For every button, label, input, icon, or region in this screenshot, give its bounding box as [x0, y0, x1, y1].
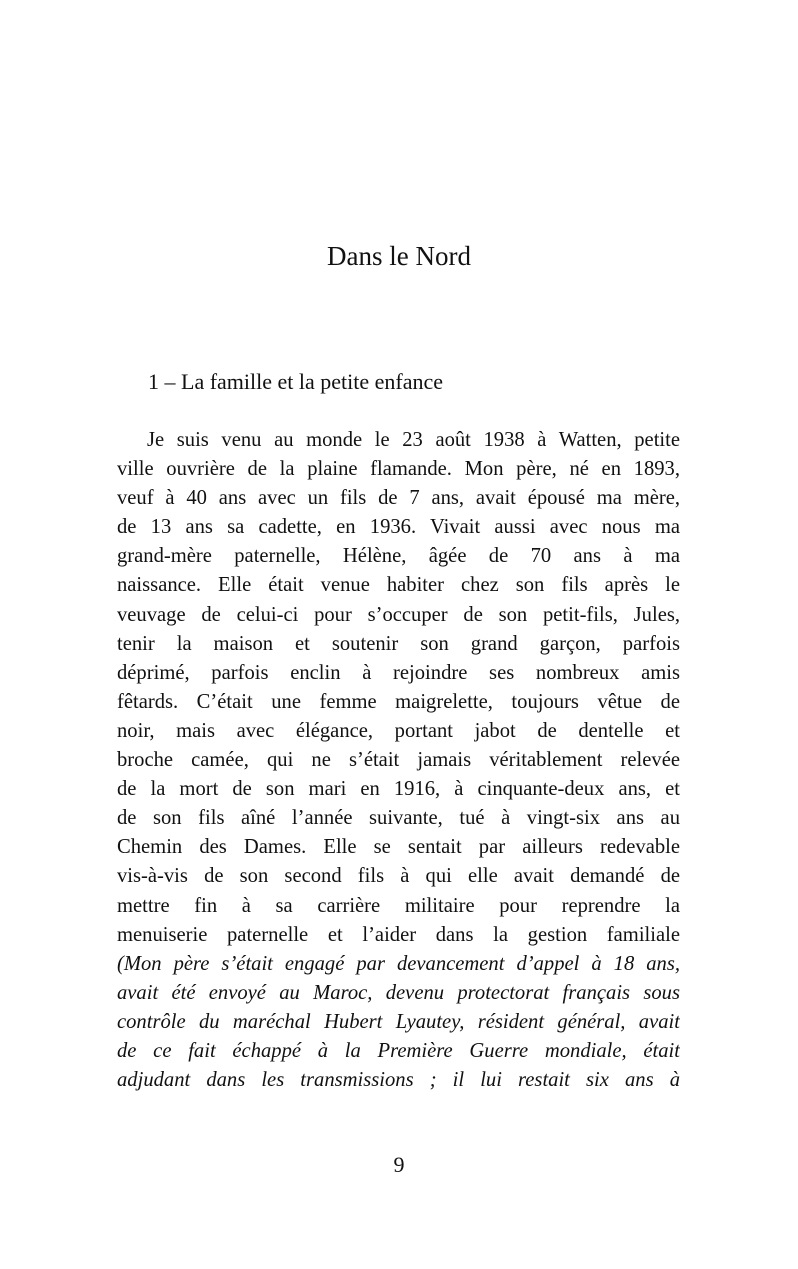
text-line: (Mon père s’était engagé par devancement d’appel à 18 ans,: [117, 952, 680, 975]
text-line: vis-à-vis de son second fils à qui elle avait demandé de: [117, 865, 680, 888]
text-line: de son fils aîné l’année suivante, tué à vingt-six ans au: [117, 807, 680, 830]
text-line: menuiserie paternelle et l’aider dans la gestion familiale: [117, 923, 680, 946]
text-line: veuf à 40 ans avec un fils de 7 ans, avait épousé ma mère,: [117, 487, 680, 510]
text-line: avait été envoyé au Maroc, devenu protectorat français sous: [117, 981, 680, 1004]
page-number: 9: [393, 1152, 405, 1177]
text-line: adjudant dans les transmissions ; il lui restait six ans à: [117, 1069, 680, 1092]
text-line: grand-mère paternelle, Hélène, âgée de 70 ans à ma: [117, 545, 680, 568]
text-line: déprimé, parfois enclin à rejoindre ses nombreux amis: [117, 661, 680, 684]
chapter-title: Dans le Nord: [327, 241, 471, 271]
text-line: mettre fin à sa carrière militaire pour reprendre la: [117, 894, 680, 917]
text-line: naissance. Elle était venue habiter chez son fils après le: [117, 574, 680, 597]
text-line: de la mort de son mari en 1916, à cinquante-deux ans, et: [117, 778, 680, 801]
text-line: veuvage de celui-ci pour s’occuper de son petit-fils, Jules,: [117, 603, 680, 626]
text-line: Je suis venu au monde le 23 août 1938 à Watten, petite: [147, 429, 680, 451]
text-line: fêtards. C’était une femme maigrelette, toujours vêtue de: [117, 690, 680, 713]
text-line: contrôle du maréchal Hubert Lyautey, résident général, avait: [117, 1010, 680, 1033]
text-line: broche camée, qui ne s’était jamais véritablement relevée: [117, 749, 680, 772]
text-line: de ce fait échappé à la Première Guerre mondiale, était: [117, 1039, 680, 1062]
section-heading: 1 – La famille et la petite enfance: [148, 369, 444, 394]
text-line: tenir la maison et soutenir son grand garçon, parfois: [117, 632, 680, 655]
text-line: ville ouvrière de la plaine flamande. Mon père, né en 1893,: [117, 458, 680, 481]
text-line: de 13 ans sa cadette, en 1936. Vivait aussi avec nous ma: [117, 516, 680, 539]
body-paragraph: [117, 426, 680, 1095]
text-line: Chemin des Dames. Elle se sentait par ailleurs redevable: [117, 836, 680, 859]
text-line: noir, mais avec élégance, portant jabot de dentelle et: [117, 719, 680, 742]
